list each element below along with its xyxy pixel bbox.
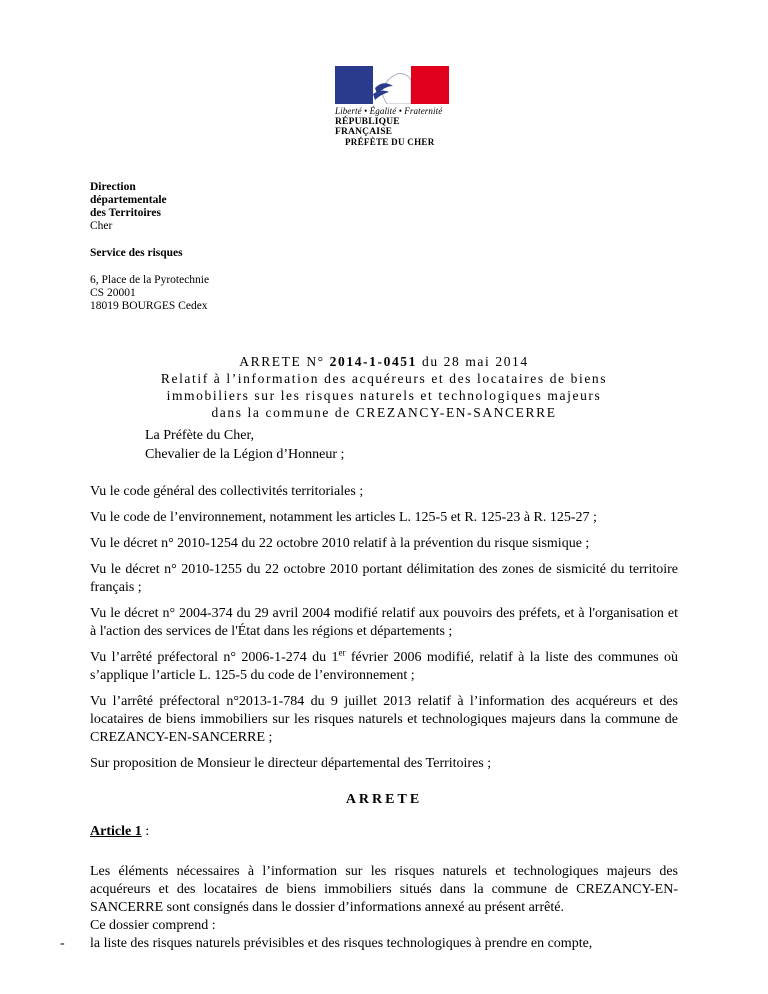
consideration [90, 649, 678, 685]
title-line-3: immobiliers sur les risques naturels et technologiques majeurs [166, 388, 602, 403]
decree-title [92, 353, 676, 421]
direction-line: des Territoires [90, 207, 162, 219]
signer-block [145, 426, 344, 464]
bullet-dash: - [60, 936, 65, 951]
republic-motto: Liberté • Égalité • Fraternité [335, 106, 443, 116]
decree-date: du 28 mai 2014 [417, 354, 529, 369]
french-flag-icon [335, 66, 449, 104]
article-colon: : [141, 824, 150, 839]
consideration-text: février 2006 modifié, relatif à la liste des communes où s’applique l’article L. 125-5 du code de l’environnement ; [90, 650, 678, 683]
direction-line: Direction [90, 181, 136, 193]
list-item-text: la liste des risques naturels prévisibles et des risques technologiques à prendre en compte, [90, 936, 593, 951]
address-line: 18019 BOURGES Cedex [90, 300, 208, 312]
title-line-4: dans la commune de CREZANCY-EN-SANCERRE [211, 405, 557, 420]
service-block [90, 181, 290, 313]
prefecture-name: PRÉFÈTE DU CHER [345, 137, 435, 147]
address-line: CS 20001 [90, 287, 136, 299]
consideration: Vu le code de l’environnement, notamment les articles L. 125-5 et R. 125-23 à R. 125-27 ; [90, 510, 597, 525]
article-heading [90, 823, 678, 841]
marianne-logo [335, 66, 449, 137]
republic-name: RÉPUBLIQUE FRANÇAISE [335, 117, 400, 137]
title-line-1 [92, 353, 676, 370]
consideration: Vu le décret n° 2010-1254 du 22 octobre 2010 relatif à la prévention du risque sismique ; [90, 536, 590, 551]
ordinal-superscript: er [338, 647, 346, 658]
signer-title: La Préfète du Cher, [145, 428, 255, 443]
consideration: Sur proposition de Monsieur le directeur départemental des Territoires ; [90, 756, 492, 771]
consideration: Vu l’arrêté préfectoral n°2013-1-784 du 9 juillet 2013 relatif à l’information des acquéreurs et des locataires de biens immobiliers sur les risques naturels et technologiques majeurs dans la commune de CREZANCY-EN-SANCERRE ; [90, 694, 678, 745]
title-prefix: ARRETE N° [239, 354, 330, 369]
marianne-profile-icon [373, 66, 411, 104]
decree-number: 2014-1-0451 [329, 354, 417, 369]
decree-body [60, 483, 678, 953]
direction-line: départementale [90, 194, 167, 206]
service-name: Service des risques [90, 247, 183, 259]
consideration: Vu le décret n° 2004-374 du 29 avril 2004 modifié relatif aux pouvoirs des préfets, et à l'organisation et à l'action des services de l'État dans les régions et départements ; [90, 606, 678, 639]
list-item [60, 935, 678, 953]
consideration: Vu le décret n° 2010-1255 du 22 octobre 2010 portant délimitation des zones de sismicité du territoire français ; [90, 562, 678, 595]
article-paragraph: Les éléments nécessaires à l’information sur les risques naturels et technologiques majeurs des acquéreurs et des locataires de biens immobiliers situés dans la commune de CREZANCY-EN-SANCERRE sont consignés dans le dossier d’informations annexé au présent arrêté. [90, 864, 678, 915]
article-label: Article 1 [90, 824, 142, 839]
consideration: Vu le code général des collectivités territoriales ; [90, 484, 364, 499]
address-line: 6, Place de la Pyrotechnie [90, 274, 210, 286]
decision-heading: ARRETE [345, 792, 423, 807]
consideration-text: Vu l’arrêté préfectoral n° 2006-1-274 du 1 [90, 650, 339, 665]
signer-honour: Chevalier de la Légion d’Honneur ; [145, 447, 345, 462]
title-line-2: Relatif à l’information des acquéreurs et des locataires de biens [160, 371, 608, 386]
department-name: Cher [90, 220, 113, 232]
article-intro: Ce dossier comprend : [90, 918, 216, 933]
